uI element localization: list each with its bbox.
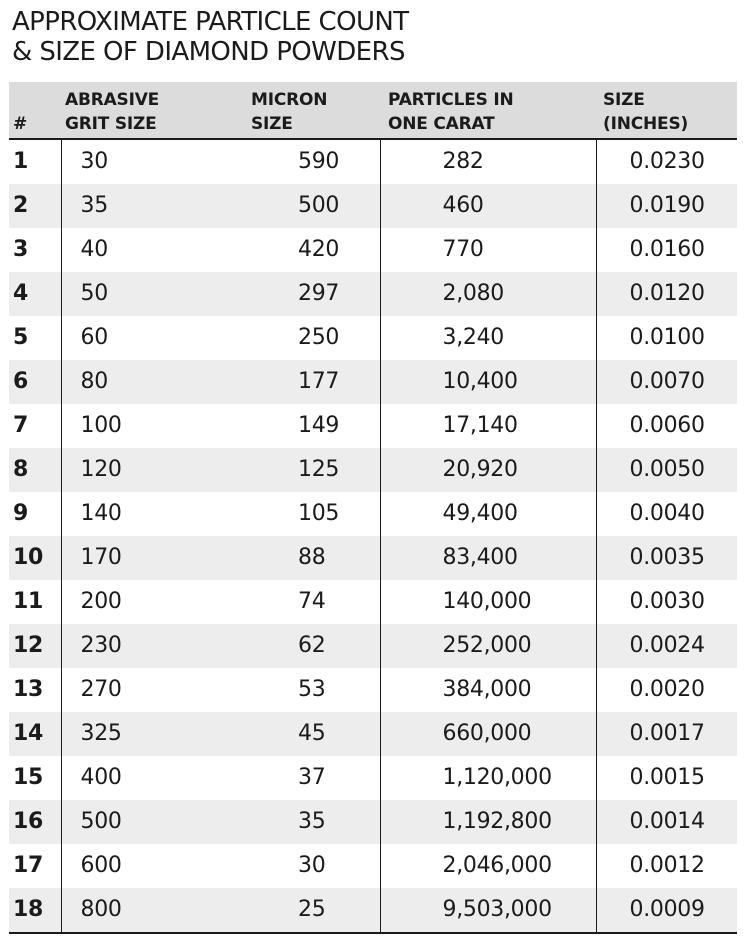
grit-size-cell: 400 <box>61 756 247 800</box>
micron-size-cell: 35 <box>298 809 326 834</box>
micron-size-cell: 88 <box>298 545 326 570</box>
size-inches-cell: 0.0015 <box>596 756 737 800</box>
table-row <box>9 712 737 756</box>
header-size-inches <box>596 82 737 139</box>
micron-size-cell: 250 <box>298 325 340 350</box>
particles-per-carat-cell: 384,000 <box>380 668 596 712</box>
size-inches-cell: 0.0014 <box>596 800 737 844</box>
header-inches-line-1: SIZE <box>603 90 645 110</box>
header-grit-size <box>61 82 247 139</box>
particles-per-carat-cell: 9,503,000 <box>380 888 596 933</box>
row-number: 9 <box>13 501 29 526</box>
row-number: 6 <box>13 369 29 394</box>
particles-per-carat-cell: 17,140 <box>380 404 596 448</box>
size-inches-cell: 0.0050 <box>596 448 737 492</box>
size-inches-cell: 0.0190 <box>596 184 737 228</box>
size-inches-cell: 0.0100 <box>596 316 737 360</box>
micron-size-cell: 420 <box>298 237 340 262</box>
size-inches-cell: 0.0024 <box>596 624 737 668</box>
header-micron-size <box>247 82 380 139</box>
grit-size-cell: 40 <box>61 228 247 272</box>
size-inches-cell: 0.0035 <box>596 536 737 580</box>
size-inches-cell: 0.0009 <box>596 888 737 933</box>
header-number <box>9 82 61 139</box>
grit-size-cell: 230 <box>61 624 247 668</box>
row-number: 16 <box>13 809 44 834</box>
grit-size-cell: 270 <box>61 668 247 712</box>
size-inches-cell: 0.0070 <box>596 360 737 404</box>
row-number: 3 <box>13 237 29 262</box>
particles-per-carat-cell: 1,192,800 <box>380 800 596 844</box>
header-micron-line-2: SIZE <box>251 114 293 134</box>
particles-per-carat-cell: 10,400 <box>380 360 596 404</box>
micron-size-cell: 53 <box>298 677 326 702</box>
particles-per-carat-cell: 1,120,000 <box>380 756 596 800</box>
row-number: 5 <box>13 325 29 350</box>
table-row <box>9 184 737 228</box>
particles-per-carat-cell: 140,000 <box>380 580 596 624</box>
grit-size-cell: 100 <box>61 404 247 448</box>
micron-size-cell: 177 <box>298 369 340 394</box>
header-particles-line-2: ONE CARAT <box>388 114 495 134</box>
size-inches-cell: 0.0020 <box>596 668 737 712</box>
title-line-2: & SIZE OF DIAMOND POWDERS <box>12 37 405 67</box>
table-row <box>9 492 737 536</box>
table-row <box>9 316 737 360</box>
size-inches-cell: 0.0160 <box>596 228 737 272</box>
row-number: 8 <box>13 457 29 482</box>
table-row <box>9 668 737 712</box>
grit-size-cell: 50 <box>61 272 247 316</box>
table-row <box>9 800 737 844</box>
table-row <box>9 448 737 492</box>
grit-size-cell: 800 <box>61 888 247 933</box>
header-particles-line-1: PARTICLES IN <box>388 90 514 110</box>
header-particles-per-carat <box>380 82 596 139</box>
table-row <box>9 272 737 316</box>
table-body <box>9 139 737 933</box>
grit-size-cell: 120 <box>61 448 247 492</box>
particles-per-carat-cell: 660,000 <box>380 712 596 756</box>
micron-size-cell: 25 <box>247 888 380 933</box>
page-title <box>12 7 732 67</box>
table-row <box>9 844 737 888</box>
header-grit-line-1: ABRASIVE <box>65 90 160 110</box>
row-number: 1 <box>9 139 61 184</box>
table-row <box>9 536 737 580</box>
row-number: 4 <box>13 281 29 306</box>
particles-per-carat-cell: 20,920 <box>380 448 596 492</box>
micron-size-cell: 125 <box>298 457 340 482</box>
grit-size-cell: 170 <box>61 536 247 580</box>
grit-size-cell: 600 <box>61 844 247 888</box>
particles-per-carat-cell: 3,240 <box>380 316 596 360</box>
micron-size-cell: 105 <box>298 501 340 526</box>
row-number: 14 <box>13 721 44 746</box>
particles-per-carat-cell: 252,000 <box>380 624 596 668</box>
title-line-1: APPROXIMATE PARTICLE COUNT <box>12 7 409 37</box>
grit-size-cell: 30 <box>61 139 247 184</box>
table-row <box>9 139 737 184</box>
micron-size-cell: 37 <box>298 765 326 790</box>
grit-size-cell: 140 <box>61 492 247 536</box>
size-inches-cell: 0.0060 <box>596 404 737 448</box>
row-number: 7 <box>13 413 29 438</box>
row-number: 15 <box>13 765 44 790</box>
row-number: 17 <box>13 853 44 878</box>
header-grit-line-2: GRIT SIZE <box>65 114 157 134</box>
micron-size-cell: 500 <box>298 193 340 218</box>
header-number-label: # <box>13 114 28 134</box>
row-number: 18 <box>9 888 61 933</box>
table-row <box>9 624 737 668</box>
size-inches-cell: 0.0017 <box>596 712 737 756</box>
particles-per-carat-cell: 282 <box>380 139 596 184</box>
table-row <box>9 580 737 624</box>
grit-size-cell: 200 <box>61 580 247 624</box>
micron-size-cell: 297 <box>298 281 340 306</box>
row-number: 10 <box>13 545 44 570</box>
grit-size-cell: 500 <box>61 800 247 844</box>
table-row <box>9 756 737 800</box>
micron-size-cell: 149 <box>298 413 340 438</box>
grit-size-cell: 80 <box>61 360 247 404</box>
grit-size-cell: 325 <box>61 712 247 756</box>
size-inches-cell: 0.0030 <box>596 580 737 624</box>
micron-size-cell: 590 <box>247 139 380 184</box>
particles-per-carat-cell: 83,400 <box>380 536 596 580</box>
row-number: 2 <box>13 193 29 218</box>
size-inches-cell: 0.0230 <box>596 139 737 184</box>
table-row <box>9 360 737 404</box>
particles-per-carat-cell: 2,046,000 <box>380 844 596 888</box>
size-inches-cell: 0.0012 <box>596 844 737 888</box>
row-number: 11 <box>13 589 44 614</box>
micron-size-cell: 45 <box>298 721 326 746</box>
particles-per-carat-cell: 2,080 <box>380 272 596 316</box>
header-micron-line-1: MICRON <box>251 90 328 110</box>
row-number: 13 <box>13 677 44 702</box>
row-number: 12 <box>13 633 44 658</box>
micron-size-cell: 62 <box>298 633 326 658</box>
size-inches-cell: 0.0120 <box>596 272 737 316</box>
table-row <box>9 404 737 448</box>
size-inches-cell: 0.0040 <box>596 492 737 536</box>
particles-per-carat-cell: 49,400 <box>380 492 596 536</box>
particles-per-carat-cell: 770 <box>380 228 596 272</box>
grit-size-cell: 60 <box>61 316 247 360</box>
micron-size-cell: 30 <box>298 853 326 878</box>
table-header <box>9 82 737 139</box>
header-row <box>9 82 737 139</box>
diamond-powder-table <box>9 82 737 934</box>
header-inches-line-2: (INCHES) <box>603 114 689 134</box>
table-row <box>9 228 737 272</box>
grit-size-cell: 35 <box>61 184 247 228</box>
particles-per-carat-cell: 460 <box>380 184 596 228</box>
micron-size-cell: 74 <box>298 589 326 614</box>
table-row <box>9 888 737 933</box>
